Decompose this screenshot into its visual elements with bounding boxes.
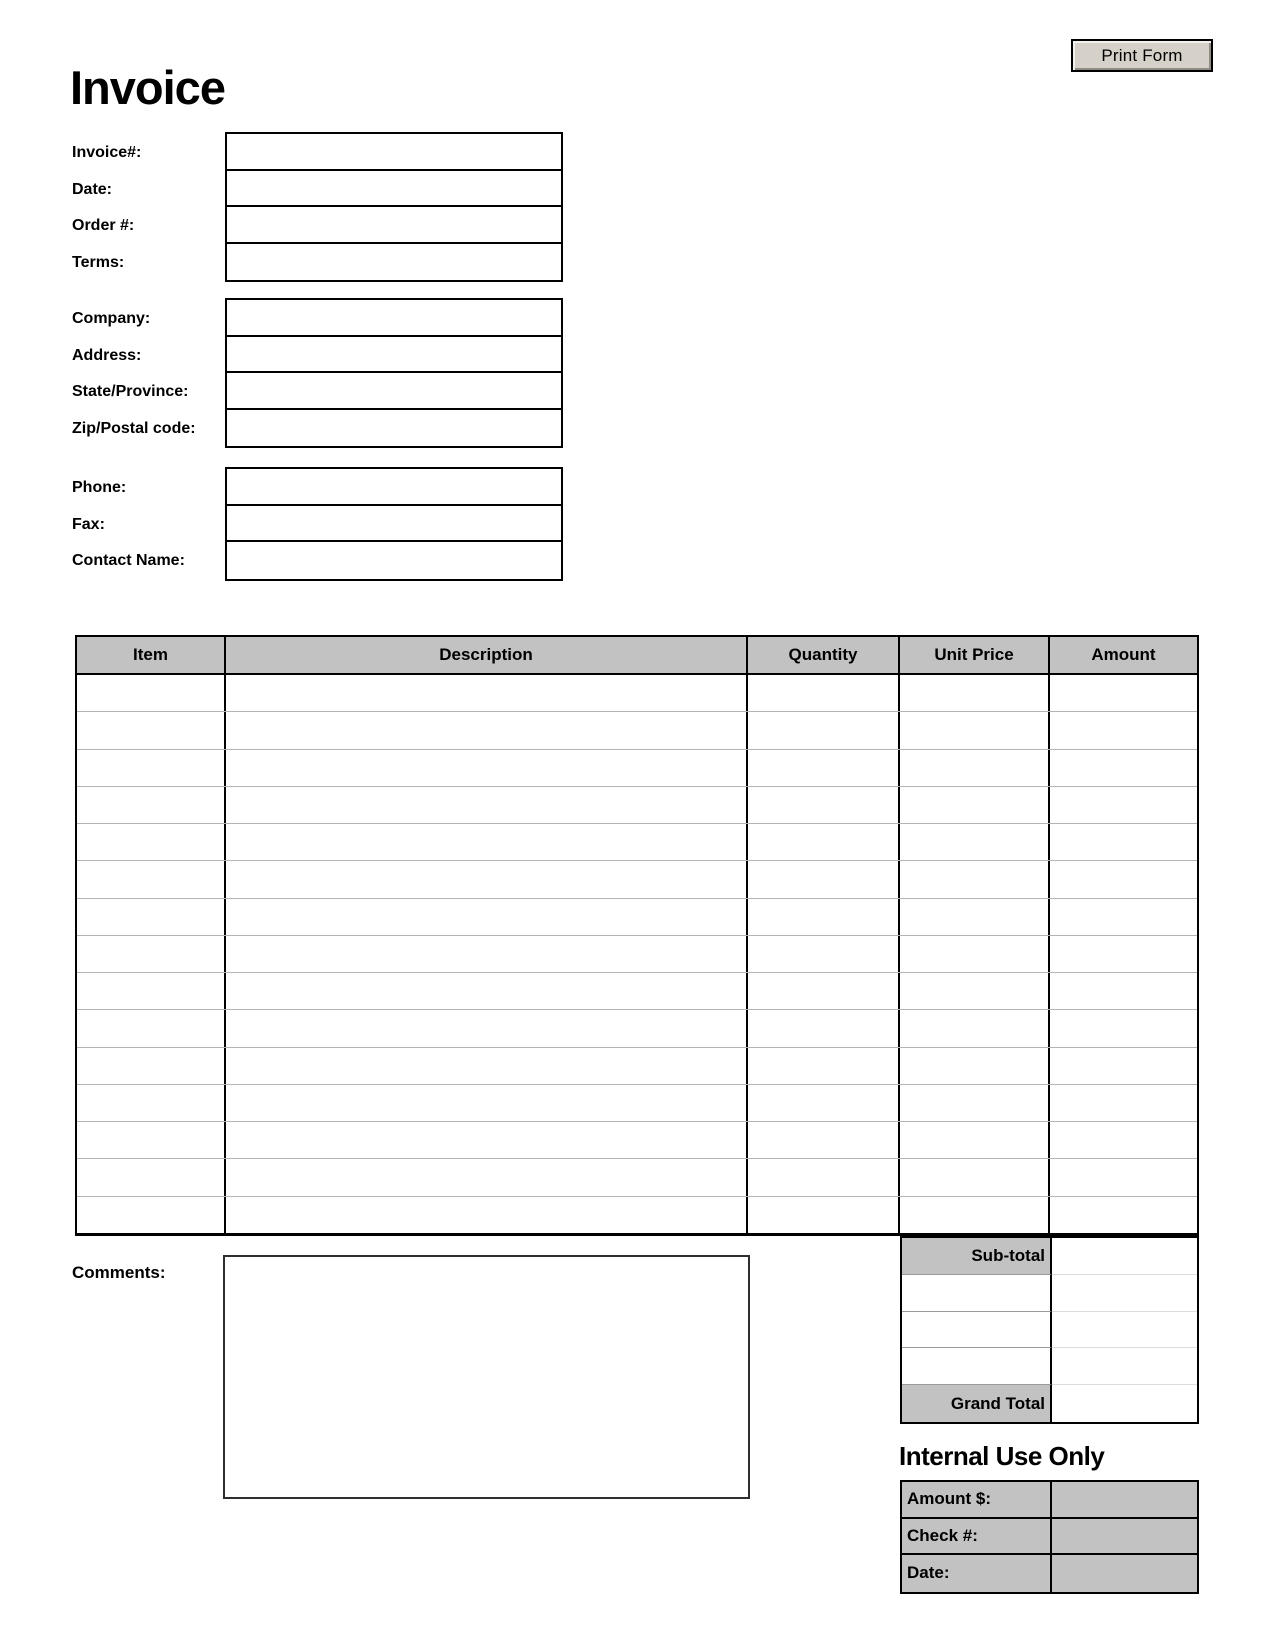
item-cell-quantity[interactable]	[748, 824, 900, 860]
comments-label: Comments:	[72, 1263, 166, 1282]
item-cell-item[interactable]	[77, 1010, 226, 1046]
state-province-label: State/Province:	[72, 383, 189, 401]
item-cell-description[interactable]	[226, 750, 748, 786]
item-cell-quantity[interactable]	[748, 1159, 900, 1195]
internal-use-table	[900, 1480, 1199, 1594]
internal-amount-label: Amount $:	[902, 1482, 1052, 1519]
item-row	[77, 899, 1197, 936]
item-row	[77, 675, 1197, 712]
item-cell-quantity[interactable]	[748, 936, 900, 972]
phone-label: Phone:	[72, 479, 127, 497]
customer-info-boxes	[225, 298, 563, 448]
item-cell-amount[interactable]	[1050, 861, 1197, 897]
item-row	[77, 712, 1197, 749]
column-header-item: Item	[77, 637, 226, 673]
item-cell-quantity[interactable]	[748, 1048, 900, 1084]
item-cell-quantity[interactable]	[748, 1197, 900, 1233]
item-cell-unit-price[interactable]	[900, 787, 1050, 823]
item-cell-amount[interactable]	[1050, 973, 1197, 1009]
item-cell-amount[interactable]	[1050, 936, 1197, 972]
internal-date-label: Date:	[902, 1555, 1052, 1592]
zip-postal-code-label: Zip/Postal code:	[72, 419, 196, 437]
item-cell-amount[interactable]	[1050, 824, 1197, 860]
totals-blank-label-cell	[902, 1275, 1052, 1312]
date-label: Date:	[72, 180, 113, 198]
item-cell-unit-price[interactable]	[900, 1010, 1050, 1046]
item-cell-amount[interactable]	[1050, 1159, 1197, 1195]
items-table-body	[77, 675, 1197, 1233]
phone-field[interactable]	[227, 469, 561, 506]
item-cell-item[interactable]	[77, 1085, 226, 1121]
internal-date-field[interactable]	[1052, 1555, 1197, 1592]
item-cell-unit-price[interactable]	[900, 750, 1050, 786]
item-cell-quantity[interactable]	[748, 787, 900, 823]
totals-blank-value-cell[interactable]	[1052, 1275, 1197, 1312]
item-cell-unit-price[interactable]	[900, 1197, 1050, 1233]
item-cell-description[interactable]	[226, 1085, 748, 1121]
contact-name-label: Contact Name:	[72, 552, 185, 570]
item-row	[77, 1197, 1197, 1233]
invoice-info-boxes	[225, 132, 563, 282]
item-row	[77, 750, 1197, 787]
item-cell-amount[interactable]	[1050, 1197, 1197, 1233]
item-cell-unit-price[interactable]	[900, 1122, 1050, 1158]
column-header-unit-price: Unit Price	[900, 637, 1050, 673]
item-cell-unit-price[interactable]	[900, 861, 1050, 897]
item-cell-quantity[interactable]	[748, 899, 900, 935]
internal-use-only-title: Internal Use Only	[899, 1441, 1105, 1471]
print-form-button[interactable]: Print Form	[1071, 39, 1213, 72]
item-cell-item[interactable]	[77, 1197, 226, 1233]
grand-total-label: Grand Total	[902, 1385, 1052, 1422]
item-cell-amount[interactable]	[1050, 1048, 1197, 1084]
terms-label: Terms:	[72, 253, 125, 271]
contact-info-boxes	[225, 467, 563, 581]
column-header-amount: Amount	[1091, 645, 1156, 664]
item-cell-quantity[interactable]	[748, 973, 900, 1009]
item-cell-item[interactable]	[77, 750, 226, 786]
item-cell-unit-price[interactable]	[900, 1085, 1050, 1121]
item-cell-amount[interactable]	[1050, 899, 1197, 935]
item-cell-description[interactable]	[226, 899, 748, 935]
item-cell-description[interactable]	[226, 712, 748, 748]
item-cell-amount[interactable]	[1050, 1010, 1197, 1046]
item-row	[77, 1122, 1197, 1159]
item-cell-quantity[interactable]	[748, 1010, 900, 1046]
item-cell-quantity[interactable]	[748, 1085, 900, 1121]
invoice-number-field[interactable]	[227, 134, 561, 171]
item-row	[77, 824, 1197, 861]
item-row	[77, 1159, 1197, 1196]
company-field[interactable]	[227, 300, 561, 337]
item-row	[77, 787, 1197, 824]
totals-block	[900, 1236, 1199, 1424]
item-cell-unit-price[interactable]	[900, 824, 1050, 860]
item-cell-item[interactable]	[77, 1122, 226, 1158]
contact-info-group	[72, 467, 563, 580]
item-row	[77, 1048, 1197, 1085]
fax-field[interactable]	[227, 506, 561, 543]
invoice-info-group	[72, 132, 563, 282]
contact-info-labels	[72, 469, 222, 579]
totals-blank-label-cell	[902, 1348, 1052, 1385]
contact-name-field[interactable]	[227, 542, 561, 579]
item-cell-description[interactable]	[226, 1048, 748, 1084]
items-table-header	[77, 637, 1197, 675]
item-cell-item[interactable]	[77, 899, 226, 935]
fax-label: Fax:	[72, 515, 105, 533]
item-cell-quantity[interactable]	[748, 675, 900, 711]
totals-blank-value-cell[interactable]	[1052, 1348, 1197, 1385]
item-cell-item[interactable]	[77, 787, 226, 823]
item-cell-amount[interactable]	[1050, 750, 1197, 786]
item-cell-amount[interactable]	[1050, 787, 1197, 823]
item-cell-quantity[interactable]	[748, 750, 900, 786]
item-cell-item[interactable]	[77, 973, 226, 1009]
item-cell-quantity[interactable]	[748, 1122, 900, 1158]
item-cell-description[interactable]	[226, 1122, 748, 1158]
internal-amount-field[interactable]	[1052, 1482, 1197, 1519]
item-cell-amount[interactable]	[1050, 675, 1197, 711]
item-cell-description[interactable]	[226, 1159, 748, 1195]
item-cell-item[interactable]	[77, 1159, 226, 1195]
item-cell-description[interactable]	[226, 1010, 748, 1046]
state-province-field[interactable]	[227, 373, 561, 410]
items-table	[75, 635, 1199, 1236]
item-cell-item[interactable]	[77, 675, 226, 711]
internal-check-number-label: Check #:	[902, 1519, 1052, 1556]
item-cell-item[interactable]	[77, 824, 226, 860]
grand-total-value-cell[interactable]	[1052, 1385, 1197, 1422]
item-cell-item[interactable]	[77, 712, 226, 748]
item-cell-quantity[interactable]	[748, 712, 900, 748]
item-cell-item[interactable]	[77, 1048, 226, 1084]
item-cell-amount[interactable]	[1050, 1085, 1197, 1121]
item-row	[77, 973, 1197, 1010]
item-cell-item[interactable]	[77, 936, 226, 972]
column-header-quantity: Quantity	[748, 637, 900, 673]
item-cell-description[interactable]	[226, 973, 748, 1009]
totals-blank-value-cell[interactable]	[1052, 1312, 1197, 1349]
item-cell-unit-price[interactable]	[900, 1159, 1050, 1195]
customer-info-labels	[72, 300, 222, 446]
item-cell-unit-price[interactable]	[900, 899, 1050, 935]
internal-check-number-field[interactable]	[1052, 1519, 1197, 1556]
item-cell-description[interactable]	[226, 936, 748, 972]
subtotal-value-cell[interactable]	[1052, 1238, 1197, 1275]
order-number-field[interactable]	[227, 207, 561, 244]
item-row	[77, 1010, 1197, 1047]
item-row	[77, 936, 1197, 973]
column-header-description: Description	[226, 637, 748, 673]
address-label: Address:	[72, 346, 142, 364]
item-cell-amount[interactable]	[1050, 1122, 1197, 1158]
item-row	[77, 1085, 1197, 1122]
date-field[interactable]	[227, 171, 561, 208]
terms-field[interactable]	[227, 244, 561, 281]
subtotal-label: Sub-total	[902, 1238, 1052, 1275]
zip-postal-code-field[interactable]	[227, 410, 561, 447]
item-cell-description[interactable]	[226, 824, 748, 860]
company-label: Company:	[72, 310, 151, 328]
item-cell-unit-price[interactable]	[900, 1048, 1050, 1084]
invoice-info-labels	[72, 134, 222, 280]
item-row	[77, 861, 1197, 898]
item-cell-item[interactable]	[77, 861, 226, 897]
totals-blank-label-cell	[902, 1312, 1052, 1349]
item-cell-description[interactable]	[226, 787, 748, 823]
item-cell-description[interactable]	[226, 861, 748, 897]
item-cell-unit-price[interactable]	[900, 712, 1050, 748]
order-number-label: Order #:	[72, 217, 135, 235]
invoice-number-label: Invoice#:	[72, 144, 142, 162]
item-cell-amount[interactable]	[1050, 712, 1197, 748]
comments-field[interactable]	[223, 1255, 750, 1499]
page-title: Invoice	[70, 61, 225, 114]
item-cell-description[interactable]	[226, 1197, 748, 1233]
address-field[interactable]	[227, 337, 561, 374]
item-cell-unit-price[interactable]	[900, 936, 1050, 972]
item-cell-description[interactable]	[226, 675, 748, 711]
customer-info-group	[72, 298, 563, 450]
item-cell-unit-price[interactable]	[900, 675, 1050, 711]
item-cell-quantity[interactable]	[748, 861, 900, 897]
item-cell-unit-price[interactable]	[900, 973, 1050, 1009]
